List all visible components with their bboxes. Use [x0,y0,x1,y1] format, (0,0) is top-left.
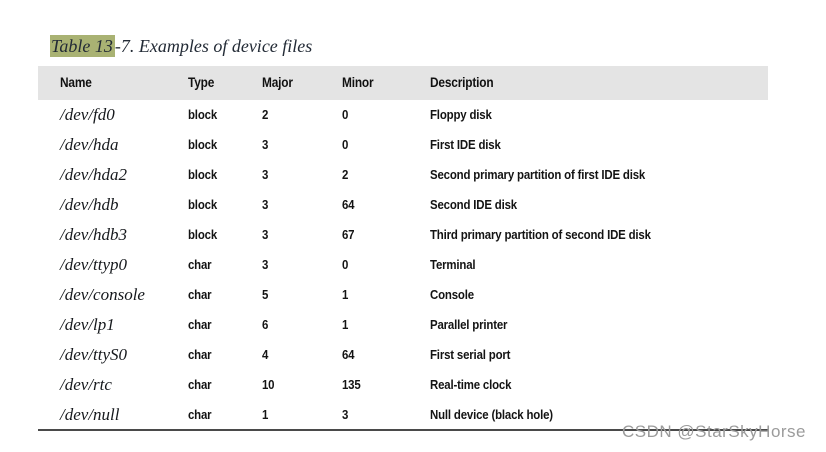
cell-major [240,310,320,340]
cell-device-name: /dev/hdb [60,195,119,214]
cell-type-value: block [188,107,218,122]
cell-major-value: 3 [262,137,269,152]
cell-minor [320,400,408,430]
cell-minor-value: 0 [342,257,349,272]
cell-description [408,130,768,160]
cell-description [408,190,768,220]
cell-major [240,280,320,310]
cell-major-value: 10 [262,377,275,392]
cell-device-name: /dev/ttyS0 [60,345,128,364]
cell-description [408,370,768,400]
cell-major-value: 3 [262,197,269,212]
cell-type [166,280,240,310]
cell-description-value: Console [430,287,474,302]
cell-minor [320,160,408,190]
cell-device-name: /dev/rtc [60,375,112,394]
cell-major-value: 1 [262,406,269,422]
cell-device-name: /dev/fd0 [60,105,115,124]
csdn-watermark: CSDN @StarSkyHorse [622,422,807,441]
cell-description [408,340,768,370]
column-header-description-label: Description [430,75,494,90]
table-row [38,250,768,280]
table-row [38,370,768,400]
cell-description [408,220,768,250]
cell-major [240,190,320,220]
cell-major [240,130,320,160]
cell-minor-value: 2 [342,167,349,182]
table-row [38,220,768,250]
cell-minor [320,280,408,310]
cell-description-value: Terminal [430,257,476,272]
cell-minor [320,340,408,370]
cell-major [240,400,320,430]
cell-description-value: Floppy disk [430,107,492,122]
table-row [38,100,768,130]
cell-minor [320,250,408,280]
cell-major-value: 4 [262,347,269,362]
cell-minor [320,190,408,220]
cell-minor [320,310,408,340]
cell-type [166,400,240,430]
cell-major-value: 3 [262,227,269,242]
table-row [38,130,768,160]
table-row [38,190,768,220]
cell-minor [320,100,408,130]
cell-device-name: /dev/lp1 [60,315,115,334]
cell-device-name: /dev/ttyp0 [60,255,128,274]
cell-type-value: char [188,287,212,302]
cell-type-value: char [188,406,212,422]
cell-type-value: block [188,197,218,212]
cell-type [166,190,240,220]
cell-type [166,310,240,340]
cell-major-value: 6 [262,317,269,332]
column-header-minor-label: Minor [342,75,374,90]
table-row [38,280,768,310]
cell-device-name: /dev/hda [60,135,119,154]
cell-minor-value: 135 [342,377,361,392]
cell-description-value: Parallel printer [430,317,508,332]
cell-type-value: block [188,137,218,152]
cell-description-value: Second primary partition of first IDE disk [430,167,646,182]
cell-minor-value: 64 [342,347,355,362]
cell-type [166,250,240,280]
column-header-major-label: Major [262,75,293,90]
cell-major-value: 5 [262,287,269,302]
cell-description [408,100,768,130]
table-row [38,160,768,190]
table-row [38,310,768,340]
cell-major [240,220,320,250]
cell-type-value: block [188,227,218,242]
cell-minor-value: 0 [342,107,349,122]
cell-type [166,220,240,250]
cell-minor [320,220,408,250]
column-header-major [240,66,320,100]
cell-type [166,340,240,370]
cell-type [166,130,240,160]
cell-major-value: 2 [262,107,269,122]
cell-description-value: Null device (black hole) [430,406,553,422]
header-row [38,66,768,100]
cell-description-value: Third primary partition of second IDE disk [430,227,651,242]
cell-minor-value: 64 [342,197,355,212]
table-body [38,100,768,430]
table-caption [50,36,312,57]
column-header-name-label: Name [60,75,92,90]
cell-type-value: block [188,167,218,182]
cell-major [240,100,320,130]
cell-type-value: char [188,377,212,392]
cell-description [408,310,768,340]
cell-major-value: 3 [262,167,269,182]
table-caption-highlight: Table 13 [51,36,113,56]
cell-description-value: First serial port [430,347,511,362]
device-files-table [38,66,768,431]
column-header-name [38,66,166,100]
cell-major [240,250,320,280]
column-header-type [166,66,240,100]
cell-type [166,370,240,400]
cell-type-value: char [188,347,212,362]
cell-minor [320,130,408,160]
cell-minor [320,370,408,400]
cell-device-name: /dev/hda2 [60,165,128,184]
cell-device-name: /dev/null [60,404,120,424]
column-header-description [408,66,768,100]
cell-minor-value: 1 [342,287,349,302]
cell-type-value: char [188,257,212,272]
cell-minor-value: 3 [342,406,349,422]
cell-type [166,100,240,130]
cell-major [240,340,320,370]
cell-description [408,280,768,310]
cell-minor-value: 0 [342,137,349,152]
cell-minor-value: 67 [342,227,355,242]
cell-device-name: /dev/hdb3 [60,225,128,244]
cell-major [240,370,320,400]
table-header [38,66,768,100]
cell-description-value: Real-time clock [430,377,512,392]
cell-description-value: Second IDE disk [430,197,518,212]
cell-major [240,160,320,190]
cell-device-name: /dev/console [60,285,145,304]
cell-description [408,160,768,190]
table-row [38,340,768,370]
column-header-minor [320,66,408,100]
column-header-type-label: Type [188,75,215,90]
cell-major-value: 3 [262,257,269,272]
cell-minor-value: 1 [342,317,349,332]
cell-description [408,250,768,280]
table-caption-rest: -7. Examples of device files [114,36,313,56]
cell-description-value: First IDE disk [430,137,501,152]
cell-type [166,160,240,190]
cell-type-value: char [188,317,212,332]
